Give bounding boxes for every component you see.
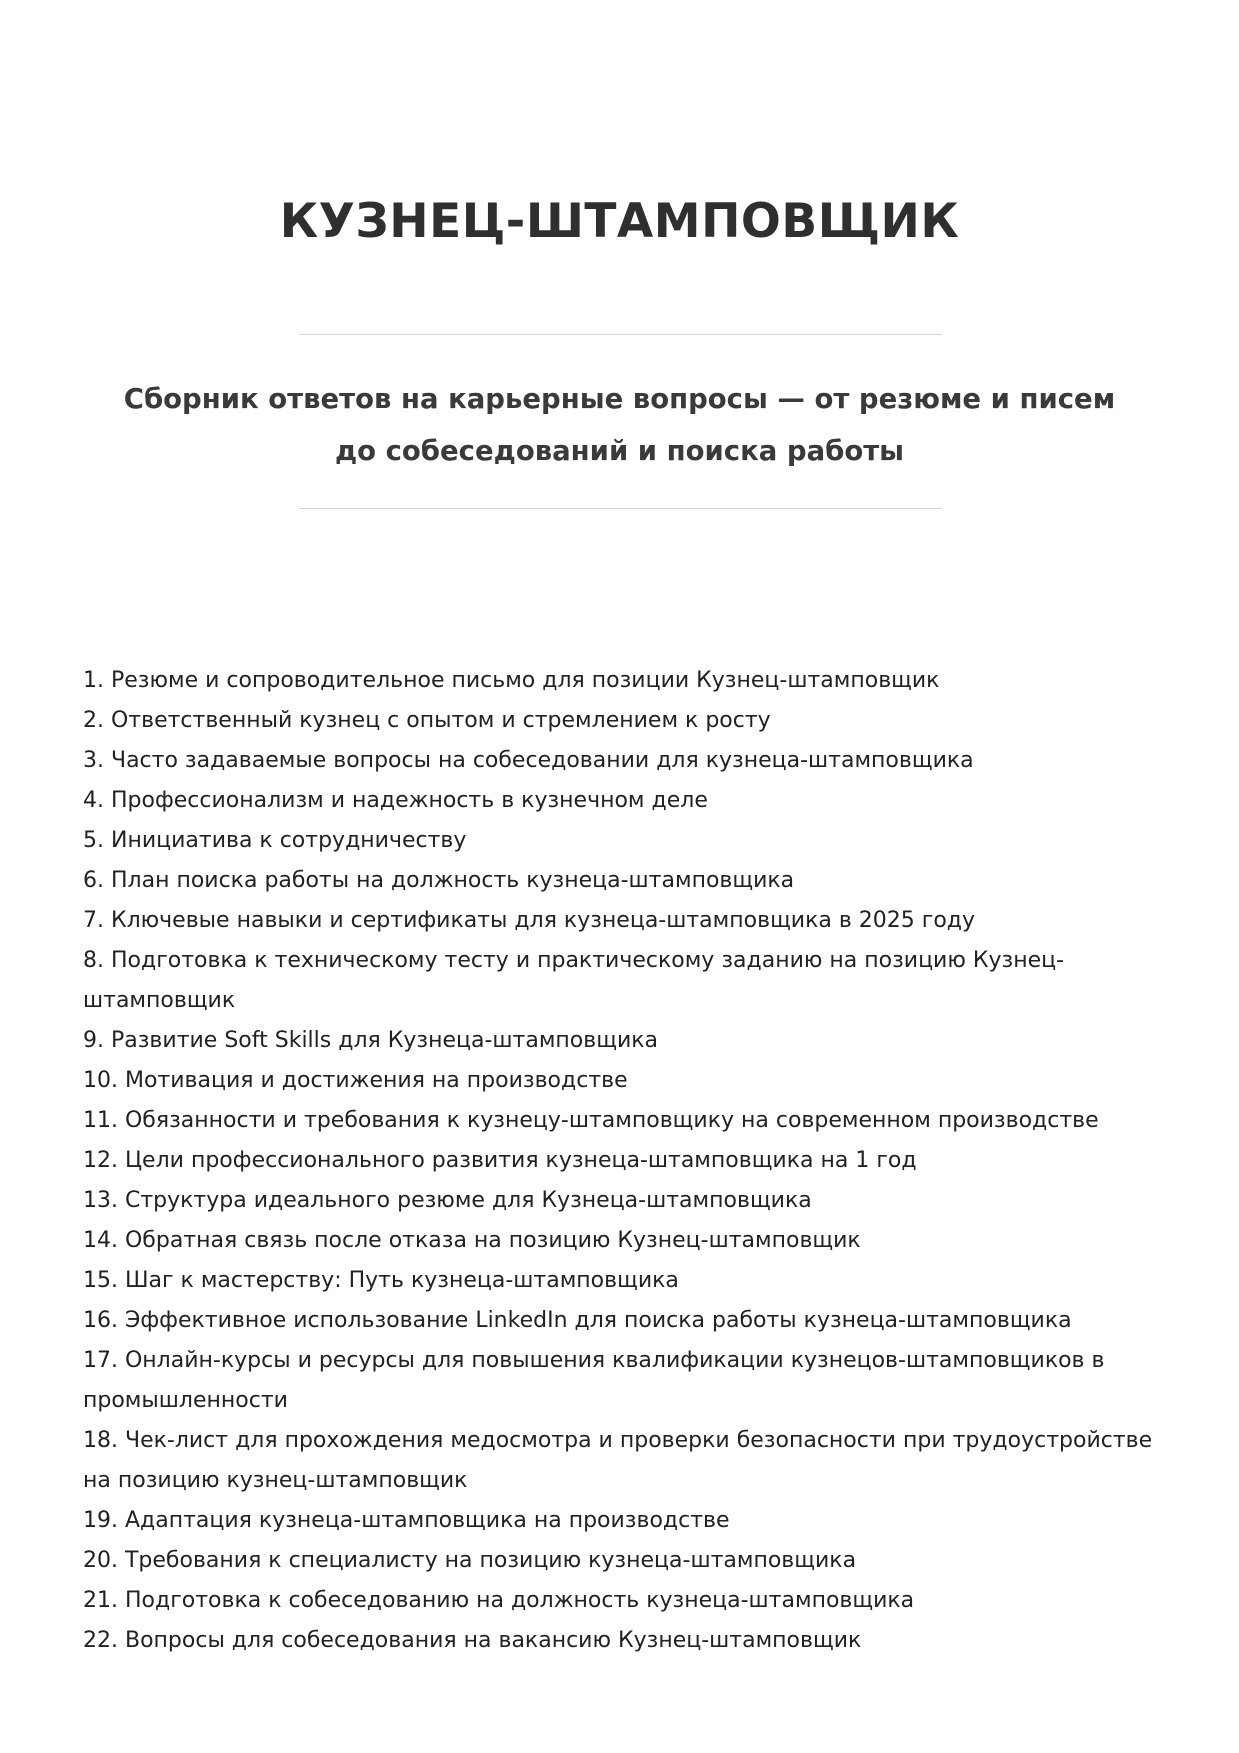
toc-item: 1. Резюме и сопроводительное письмо для позиции Кузнец-штамповщик <box>83 668 940 693</box>
divider-top <box>299 334 942 335</box>
toc-item: 4. Профессионализм и надежность в кузнечном деле <box>83 788 708 813</box>
toc-item: 12. Цели профессионального развития кузнеца-штамповщика на 1 год <box>83 1148 917 1173</box>
toc-item: 9. Развитие Soft Skills для Кузнеца-штамповщика <box>83 1028 659 1053</box>
toc-item: 14. Обратная связь после отказа на позицию Кузнец-штамповщик <box>83 1228 861 1253</box>
page-subtitle: Сборник ответов на карьерные вопросы — от резюме и писем до собеседований и поиска работы <box>123 383 1116 467</box>
toc-item: 7. Ключевые навыки и сертификаты для кузнеца-штамповщика в 2025 году <box>83 908 976 933</box>
page-title: КУЗНЕЦ-ШТАМПОВЩИК <box>279 194 960 249</box>
toc-item: 2. Ответственный кузнец с опытом и стремлением к росту <box>83 708 771 733</box>
toc-item: 6. План поиска работы на должность кузнеца-штамповщика <box>83 868 795 893</box>
toc-item: 18. Чек-лист для прохождения медосмотра и проверки безопасности при трудоустройстве на позицию кузнец-штамповщик <box>83 1428 1153 1493</box>
toc-item: 21. Подготовка к собеседованию на должность кузнеца-штамповщика <box>83 1588 915 1613</box>
toc-item: 20. Требования к специалисту на позицию кузнеца-штамповщика <box>83 1548 857 1573</box>
toc-item: 11. Обязанности и требования к кузнецу-штамповщику на современном производстве <box>83 1108 1099 1133</box>
toc-item: 15. Шаг к мастерству: Путь кузнеца-штамповщика <box>83 1268 679 1293</box>
toc-item: 19. Адаптация кузнеца-штамповщика на производстве <box>83 1508 730 1533</box>
toc-item: 3. Часто задаваемые вопросы на собеседовании для кузнеца-штамповщика <box>83 748 974 773</box>
divider-bottom <box>299 508 942 509</box>
toc-item: 5. Инициатива к сотрудничеству <box>83 828 467 853</box>
toc-item: 8. Подготовка к техническому тесту и практическому заданию на позицию Кузнец-штамповщик <box>83 948 1065 1013</box>
toc-item: 17. Онлайн-курсы и ресурсы для повышения квалификации кузнецов-штамповщиков в промышленности <box>83 1348 1105 1413</box>
table-of-contents <box>83 661 1163 1661</box>
toc-item: 22. Вопросы для собеседования на вакансию Кузнец-штамповщик <box>83 1628 862 1653</box>
toc-item: 16. Эффективное использование LinkedIn для поиска работы кузнеца-штамповщика <box>83 1308 1072 1333</box>
toc-item: 10. Мотивация и достижения на производстве <box>83 1068 628 1093</box>
toc-item: 13. Структура идеального резюме для Кузнеца-штамповщика <box>83 1188 812 1213</box>
